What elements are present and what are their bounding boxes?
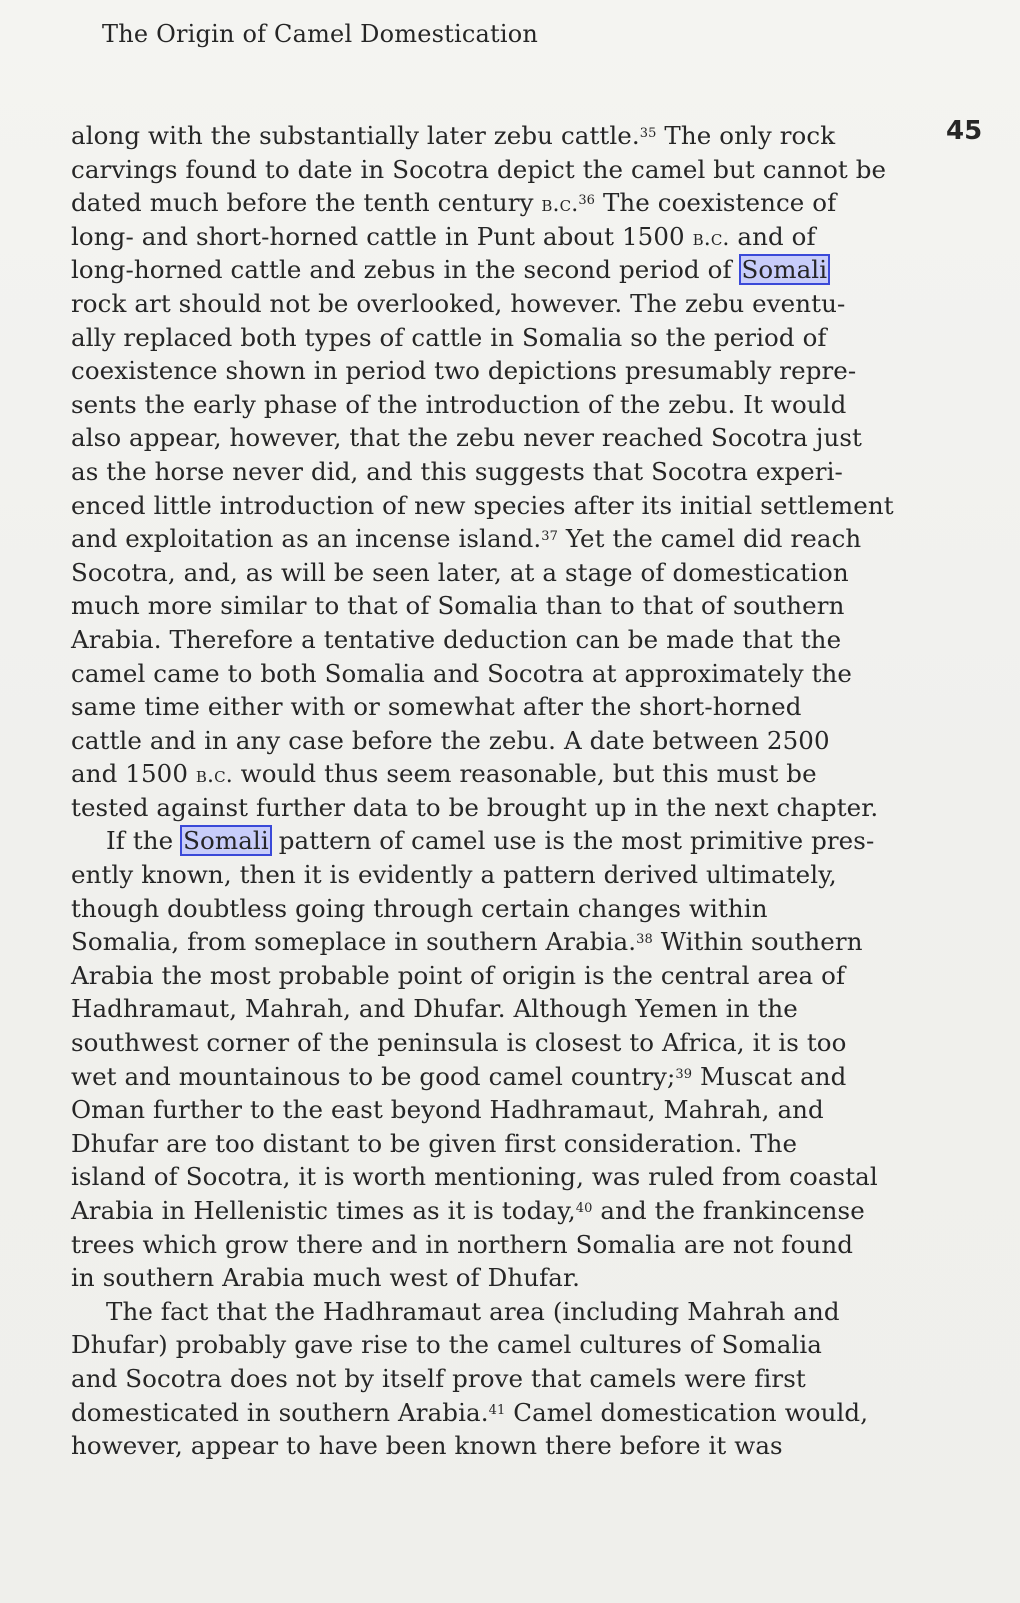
footnote-marker[interactable]: 41 <box>488 1402 506 1418</box>
text-run: wet and mountainous to be good camel country; <box>71 1061 676 1091</box>
text-line <box>71 388 861 422</box>
text-line <box>71 791 879 825</box>
body-text <box>71 119 894 1463</box>
text-run: The fact that the Hadhramaut area (including Mahrah and <box>106 1296 840 1326</box>
text-line <box>71 657 861 691</box>
text-run: and Socotra does not by itself prove that camels were first <box>71 1363 806 1393</box>
text-run: Oman further to the east beyond Hadhramaut, Mahrah, and <box>71 1095 824 1125</box>
text-run: Dhufar are too distant to be given first consideration. The <box>71 1128 798 1158</box>
text-run: Camel domestication would, <box>505 1397 869 1427</box>
text-run: enced little introduction of new species after its initial settlement <box>71 490 894 520</box>
text-run: Muscat and <box>692 1061 847 1091</box>
text-run: cattle and in any case before the zebu. A date between 2500 <box>71 725 830 755</box>
footnote-marker[interactable]: 39 <box>675 1066 693 1082</box>
text-line <box>71 1328 861 1362</box>
text-line <box>71 1228 861 1262</box>
small-caps-abbreviation: b.c. <box>692 225 730 251</box>
text-line <box>71 220 861 254</box>
text-run: Within southern <box>652 927 863 957</box>
text-run: and the frankincense <box>592 1196 865 1225</box>
small-caps-abbreviation: b.c. <box>541 192 579 218</box>
text-run: and exploitation as an incense island. <box>71 524 542 554</box>
text-line <box>71 253 861 287</box>
text-run: long-horned cattle and zebus in the second period of <box>71 255 740 285</box>
text-run: same time either with or somewhat after the short-horned <box>71 692 802 722</box>
text-line <box>71 1127 861 1161</box>
text-run: rock art should not be overlooked, however. The zebu eventu- <box>71 288 846 318</box>
text-line <box>71 724 861 758</box>
text-run: along with the substantially later zebu cattle. <box>71 121 640 150</box>
text-line <box>71 153 887 187</box>
text-run: Hadhramaut, Mahrah, and Dhufar. Although Yemen in the <box>71 994 798 1024</box>
text-run: Arabia. Therefore a tentative deduction can be made that the <box>71 624 842 654</box>
text-run: coexistence shown in period two depictions presumably repre- <box>71 356 857 386</box>
text-run: island of Socotra, it is worth mentioning, was ruled from coastal <box>71 1162 878 1192</box>
small-caps-abbreviation: b.c. <box>195 763 233 789</box>
text-line <box>71 858 861 892</box>
text-run: Dhufar) probably gave rise to the camel cultures of Somalia <box>71 1330 823 1360</box>
text-run: southwest corner of the peninsula is closest to Africa, it is too <box>71 1028 847 1058</box>
text-line <box>71 556 861 590</box>
text-run: trees which grow there and in northern Somalia are not found <box>71 1229 853 1259</box>
paragraph-first-line <box>71 1295 861 1329</box>
text-line <box>71 1429 861 1463</box>
text-line <box>71 1194 865 1228</box>
text-line <box>71 1396 869 1430</box>
text-run: carvings found to date in Socotra depict the camel but cannot be <box>71 154 887 184</box>
text-run: Yet the camel did reach <box>558 524 862 554</box>
text-line <box>71 1261 861 1295</box>
text-run: as the horse never did, and this suggests that Socotra experi- <box>71 456 843 486</box>
text-line <box>71 690 861 724</box>
text-line <box>71 186 861 220</box>
text-run: ally replaced both types of cattle in Somalia so the period of <box>71 322 827 352</box>
text-run: tested against further data to be brought up in the next chapter. <box>71 792 879 822</box>
text-line <box>71 119 861 153</box>
text-run: and 1500 <box>71 759 196 789</box>
text-run: If the <box>106 826 182 856</box>
footnote-marker[interactable]: 40 <box>575 1201 593 1216</box>
search-highlight[interactable]: Somali <box>741 255 828 285</box>
text-line <box>71 589 861 623</box>
text-line <box>71 287 861 321</box>
footnote-marker[interactable]: 36 <box>578 193 596 209</box>
text-run: Arabia the most probable point of origin is the central area of <box>71 960 846 990</box>
text-line <box>71 892 861 926</box>
paragraph-first-line <box>71 824 875 858</box>
text-line <box>71 757 861 791</box>
page-number: 45 <box>946 116 983 146</box>
text-run: also appear, however, that the zebu never reached Socotra just <box>71 423 862 453</box>
text-line <box>71 925 861 959</box>
footnote-marker[interactable]: 35 <box>639 126 657 141</box>
footnote-marker[interactable]: 38 <box>636 932 653 948</box>
text-run: ently known, then it is evidently a pattern derived ultimately, <box>71 860 837 890</box>
text-line <box>71 1026 861 1060</box>
text-run: Socotra, and, as will be seen later, at a stage of domestication <box>71 557 849 587</box>
text-line <box>71 1093 861 1127</box>
text-line <box>71 1362 861 1396</box>
text-run: though doubtless going through certain changes within <box>71 893 768 923</box>
text-run: in southern Arabia much west of Dhufar. <box>71 1263 580 1293</box>
text-run: however, appear to have been known there before it was <box>71 1431 783 1461</box>
text-line <box>71 623 861 657</box>
footnote-marker[interactable]: 37 <box>541 529 558 545</box>
text-run: The coexistence of <box>595 188 837 218</box>
text-run: domesticated in southern Arabia. <box>71 1397 489 1427</box>
text-run: dated much before the tenth century <box>71 188 542 218</box>
text-run: long- and short-horned cattle in Punt about 1500 <box>71 221 693 251</box>
text-run: much more similar to that of Somalia than to that of southern <box>71 591 845 621</box>
text-line <box>71 1060 861 1094</box>
text-line <box>71 354 861 388</box>
text-line <box>71 992 861 1026</box>
text-line <box>71 522 861 556</box>
text-run: sents the early phase of the introduction of the zebu. It would <box>71 389 847 419</box>
text-line <box>71 455 861 489</box>
text-run: Arabia in Hellenistic times as it is today, <box>71 1196 576 1225</box>
text-run: The only rock <box>656 121 836 150</box>
text-run: camel came to both Somalia and Socotra at approximately the <box>71 658 853 688</box>
text-line <box>71 959 861 993</box>
text-line <box>71 321 861 355</box>
text-line <box>71 421 861 455</box>
text-run: pattern of camel use is the most primitive pres- <box>270 826 875 856</box>
text-run: and of <box>729 221 816 251</box>
text-run: Somalia, from someplace in southern Arabia. <box>71 927 637 957</box>
text-line <box>71 489 894 523</box>
text-run: would thus seem reasonable, but this must be <box>232 759 817 789</box>
search-highlight[interactable]: Somali <box>183 826 269 856</box>
text-line <box>71 1160 878 1194</box>
running-title: The Origin of Camel Domestication <box>102 20 539 48</box>
